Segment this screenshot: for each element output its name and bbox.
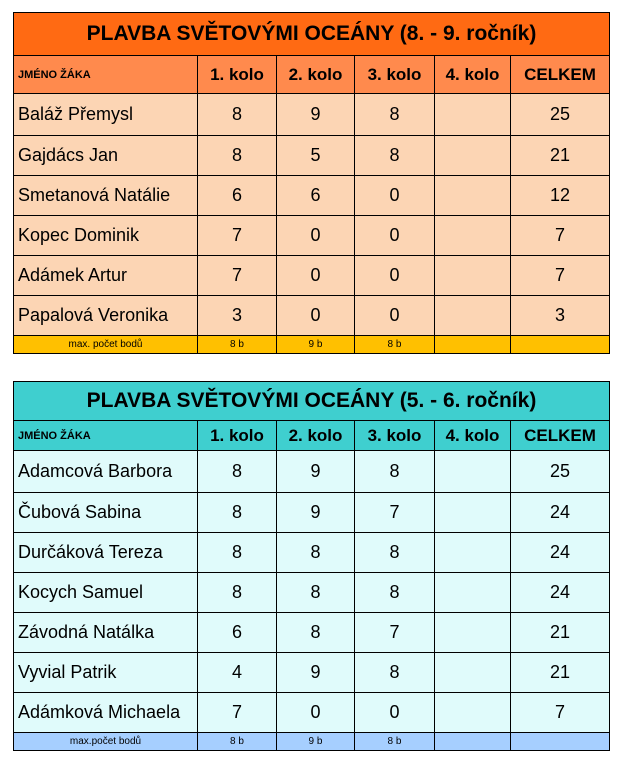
student-name: Kopec Dominik: [14, 216, 198, 256]
score-round-4: [435, 533, 511, 573]
column-header-round-3: 3. kolo: [355, 56, 435, 94]
column-header-name: JMÉNO ŽÁKA: [14, 56, 198, 94]
score-total: 25: [511, 451, 610, 493]
score-round-3: 8: [355, 451, 435, 493]
score-round-1: 3: [198, 296, 277, 336]
max-points-round-2: 9 b: [277, 733, 355, 751]
score-round-2: 8: [277, 613, 355, 653]
score-total: 21: [511, 653, 610, 693]
score-round-4: [435, 136, 511, 176]
table-row: [14, 693, 610, 733]
score-round-2: 8: [277, 573, 355, 613]
table-row: [14, 533, 610, 573]
column-header-total: CELKEM: [511, 56, 610, 94]
score-round-4: [435, 296, 511, 336]
score-round-4: [435, 493, 511, 533]
score-round-3: 7: [355, 493, 435, 533]
table-row: [14, 451, 610, 493]
column-header-name: JMÉNO ŽÁKA: [14, 421, 198, 451]
max-points-label: max.počet bodů: [14, 733, 198, 751]
max-points-label: max. počet bodů: [14, 336, 198, 354]
table-row: [14, 94, 610, 136]
score-round-2: 0: [277, 216, 355, 256]
max-points-round-1: 8 b: [198, 733, 277, 751]
score-total: 24: [511, 493, 610, 533]
score-total: 7: [511, 256, 610, 296]
student-name: Smetanová Natálie: [14, 176, 198, 216]
table-row: [14, 653, 610, 693]
score-round-2: 8: [277, 533, 355, 573]
student-name: Kocych Samuel: [14, 573, 198, 613]
score-round-1: 7: [198, 216, 277, 256]
score-total: 12: [511, 176, 610, 216]
score-round-1: 6: [198, 613, 277, 653]
column-header-round-1: 1. kolo: [198, 421, 277, 451]
score-round-3: 0: [355, 176, 435, 216]
max-points-row: [14, 336, 610, 354]
score-total: 7: [511, 216, 610, 256]
max-points-total: [511, 733, 610, 751]
score-round-1: 4: [198, 653, 277, 693]
score-round-1: 7: [198, 256, 277, 296]
score-round-1: 8: [198, 136, 277, 176]
score-round-4: [435, 653, 511, 693]
student-name: Adámková Michaela: [14, 693, 198, 733]
score-total: 24: [511, 533, 610, 573]
student-name: Baláž Přemysl: [14, 94, 198, 136]
score-round-1: 8: [198, 533, 277, 573]
max-points-round-2: 9 b: [277, 336, 355, 354]
column-header-round-4: 4. kolo: [435, 421, 511, 451]
student-name: Vyvial Patrik: [14, 653, 198, 693]
score-round-2: 6: [277, 176, 355, 216]
score-round-4: [435, 94, 511, 136]
student-name: Durčáková Tereza: [14, 533, 198, 573]
table-row: [14, 136, 610, 176]
score-total: 25: [511, 94, 610, 136]
student-name: Závodná Natálka: [14, 613, 198, 653]
table-title: PLAVBA SVĚTOVÝMI OCEÁNY (5. - 6. ročník): [14, 382, 610, 421]
max-points-round-3: 8 b: [355, 733, 435, 751]
score-round-1: 8: [198, 94, 277, 136]
max-points-round-4: [435, 733, 511, 751]
column-header-round-1: 1. kolo: [198, 56, 277, 94]
table-title: PLAVBA SVĚTOVÝMI OCEÁNY (8. - 9. ročník): [14, 13, 610, 56]
results-table-grade-8-9: [13, 12, 610, 354]
score-total: 3: [511, 296, 610, 336]
score-round-2: 9: [277, 94, 355, 136]
score-round-1: 6: [198, 176, 277, 216]
score-total: 7: [511, 693, 610, 733]
score-round-4: [435, 613, 511, 653]
score-round-4: [435, 176, 511, 216]
table-row: [14, 296, 610, 336]
column-header-round-2: 2. kolo: [277, 421, 355, 451]
table-row: [14, 216, 610, 256]
score-round-1: 8: [198, 573, 277, 613]
results-table-grade-5-6: [13, 381, 610, 751]
column-header-round-3: 3. kolo: [355, 421, 435, 451]
score-round-3: 0: [355, 256, 435, 296]
score-round-3: 8: [355, 94, 435, 136]
max-points-total: [511, 336, 610, 354]
score-total: 21: [511, 136, 610, 176]
score-round-4: [435, 216, 511, 256]
student-name: Adamcová Barbora: [14, 451, 198, 493]
score-round-2: 0: [277, 256, 355, 296]
table-row: [14, 493, 610, 533]
score-round-3: 7: [355, 613, 435, 653]
score-round-2: 0: [277, 296, 355, 336]
score-round-3: 0: [355, 296, 435, 336]
column-header-round-2: 2. kolo: [277, 56, 355, 94]
score-round-4: [435, 573, 511, 613]
score-round-4: [435, 451, 511, 493]
column-header-round-4: 4. kolo: [435, 56, 511, 94]
score-round-2: 9: [277, 493, 355, 533]
student-name: Papalová Veronika: [14, 296, 198, 336]
max-points-round-4: [435, 336, 511, 354]
score-total: 24: [511, 573, 610, 613]
student-name: Gajdács Jan: [14, 136, 198, 176]
table-row: [14, 613, 610, 653]
score-round-1: 8: [198, 451, 277, 493]
score-round-4: [435, 256, 511, 296]
score-round-2: 5: [277, 136, 355, 176]
max-points-row: [14, 733, 610, 751]
score-round-2: 9: [277, 653, 355, 693]
score-round-4: [435, 693, 511, 733]
score-round-1: 8: [198, 493, 277, 533]
score-round-3: 0: [355, 693, 435, 733]
student-name: Čubová Sabina: [14, 493, 198, 533]
column-header-total: CELKEM: [511, 421, 610, 451]
score-round-3: 8: [355, 533, 435, 573]
score-round-1: 7: [198, 693, 277, 733]
table-row: [14, 256, 610, 296]
score-round-3: 8: [355, 136, 435, 176]
score-round-2: 9: [277, 451, 355, 493]
student-name: Adámek Artur: [14, 256, 198, 296]
score-round-2: 0: [277, 693, 355, 733]
table-row: [14, 176, 610, 216]
score-total: 21: [511, 613, 610, 653]
max-points-round-1: 8 b: [198, 336, 277, 354]
score-round-3: 8: [355, 653, 435, 693]
table-row: [14, 573, 610, 613]
score-round-3: 0: [355, 216, 435, 256]
score-round-3: 8: [355, 573, 435, 613]
max-points-round-3: 8 b: [355, 336, 435, 354]
